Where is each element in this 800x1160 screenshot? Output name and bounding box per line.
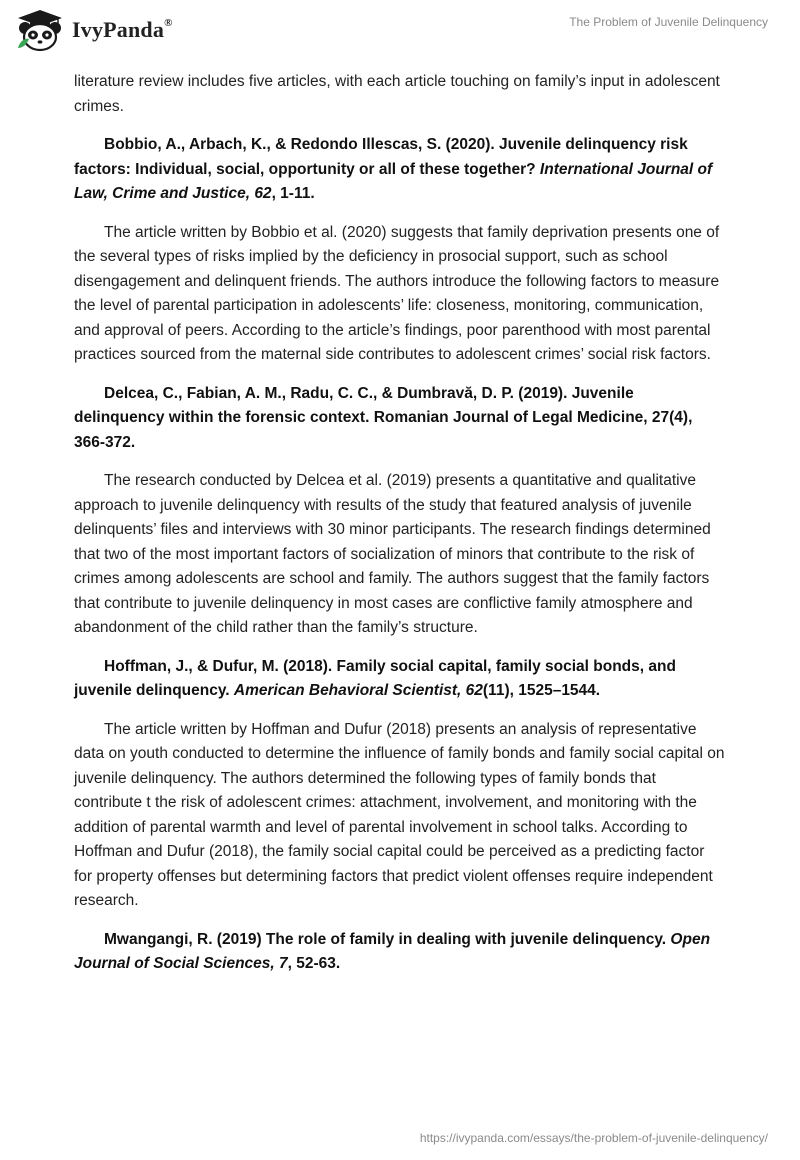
reference-mwangangi: Mwangangi, R. (2019) The role of family in dealing with juvenile delinquency. Open Journal of Social Sciences, 7, 52-63. <box>74 930 711 972</box>
panda-logo-icon <box>14 8 66 52</box>
source-url-link[interactable]: https://ivypanda.com/essays/the-problem-of-juvenile-delinquency/ <box>419 1131 768 1145</box>
reference-hoffman: Hoffman, J., & Dufur, M. (2018). Family social capital, family social bonds, and juvenile delinquency. American Behavioral Scientist, 62(11), 1525–1544. <box>74 657 676 699</box>
document-title: The Problem of Juvenile Delinquency <box>569 15 768 29</box>
intro-continuation: literature review includes five articles, with each article touching on family’s input in adolescent crimes. <box>74 73 720 115</box>
reference-journal: Open Journal of Social Sciences, 7 <box>74 930 711 972</box>
brand-logo[interactable] <box>14 8 173 52</box>
document-body <box>74 70 726 977</box>
reference-bobbio: Bobbio, A., Arbach, K., & Redondo Illescas, S. (2020). Juvenile delinquency risk factors: Individual, social, opportunity or all of these together? International Journal of Law, Crime and Justice, 62, 1-11. <box>74 136 713 202</box>
reference-journal: American Behavioral Scientist, 62 <box>233 682 483 699</box>
reference-journal: International Journal of Law, Crime and Justice, 62 <box>74 160 713 202</box>
reference-delcea: Delcea, C., Fabian, A. M., Radu, C. C., & Dumbravă, D. P. (2019). Juvenile delinquency within the forensic context. Romanian Journal of Legal Medicine, 27(4), 366-372. <box>74 384 693 451</box>
brand-name: IvyPanda® <box>72 16 173 42</box>
page-header <box>0 0 800 64</box>
annotation-bobbio: The article written by Bobbio et al. (2020) suggests that family deprivation presents one of the several types of risks implied by the deficiency in prosocial support, such as school disengagement and delinquent friends. The authors introduce the following factors to measure the level of parental participation in adolescents’ life: closeness, monitoring, communication, and approval of peers. According to the article’s findings, poor parenthood with most parental practices sourced from the maternal side contributes to adolescent crimes’ social risk factors. <box>74 223 720 363</box>
annotation-delcea: The research conducted by Delcea et al. (2019) presents a quantitative and qualitative approach to juvenile delinquency with results of the study that featured analysis of juvenile delinquents’ files and interviews with 30 minor participants. The research findings determined that two of the most important factors of socialization of minors that contribute to the risk of crimes among adolescents are school and family. The authors suggest that the family factors that contribute to juvenile delinquency in most cases are conflictive family atmosphere and abandonment of the child rather than the family’s structure. <box>74 472 711 636</box>
annotation-hoffman: The article written by Hoffman and Dufur (2018) presents an analysis of representative data on youth conducted to determine the influence of family bonds and family social capital on juvenile delinquency. The authors determined the following types of family bonds that contribute t the risk of adolescent crimes: attachment, involvement, and monitoring with the addition of parental warmth and level of parental involvement in school talks. According to Hoffman and Dufur (2018), the family social capital could be perceived as a predicting factor for property offenses but determining factors that predict violent offenses require independent research. <box>74 720 725 909</box>
registered-mark: ® <box>164 16 173 29</box>
